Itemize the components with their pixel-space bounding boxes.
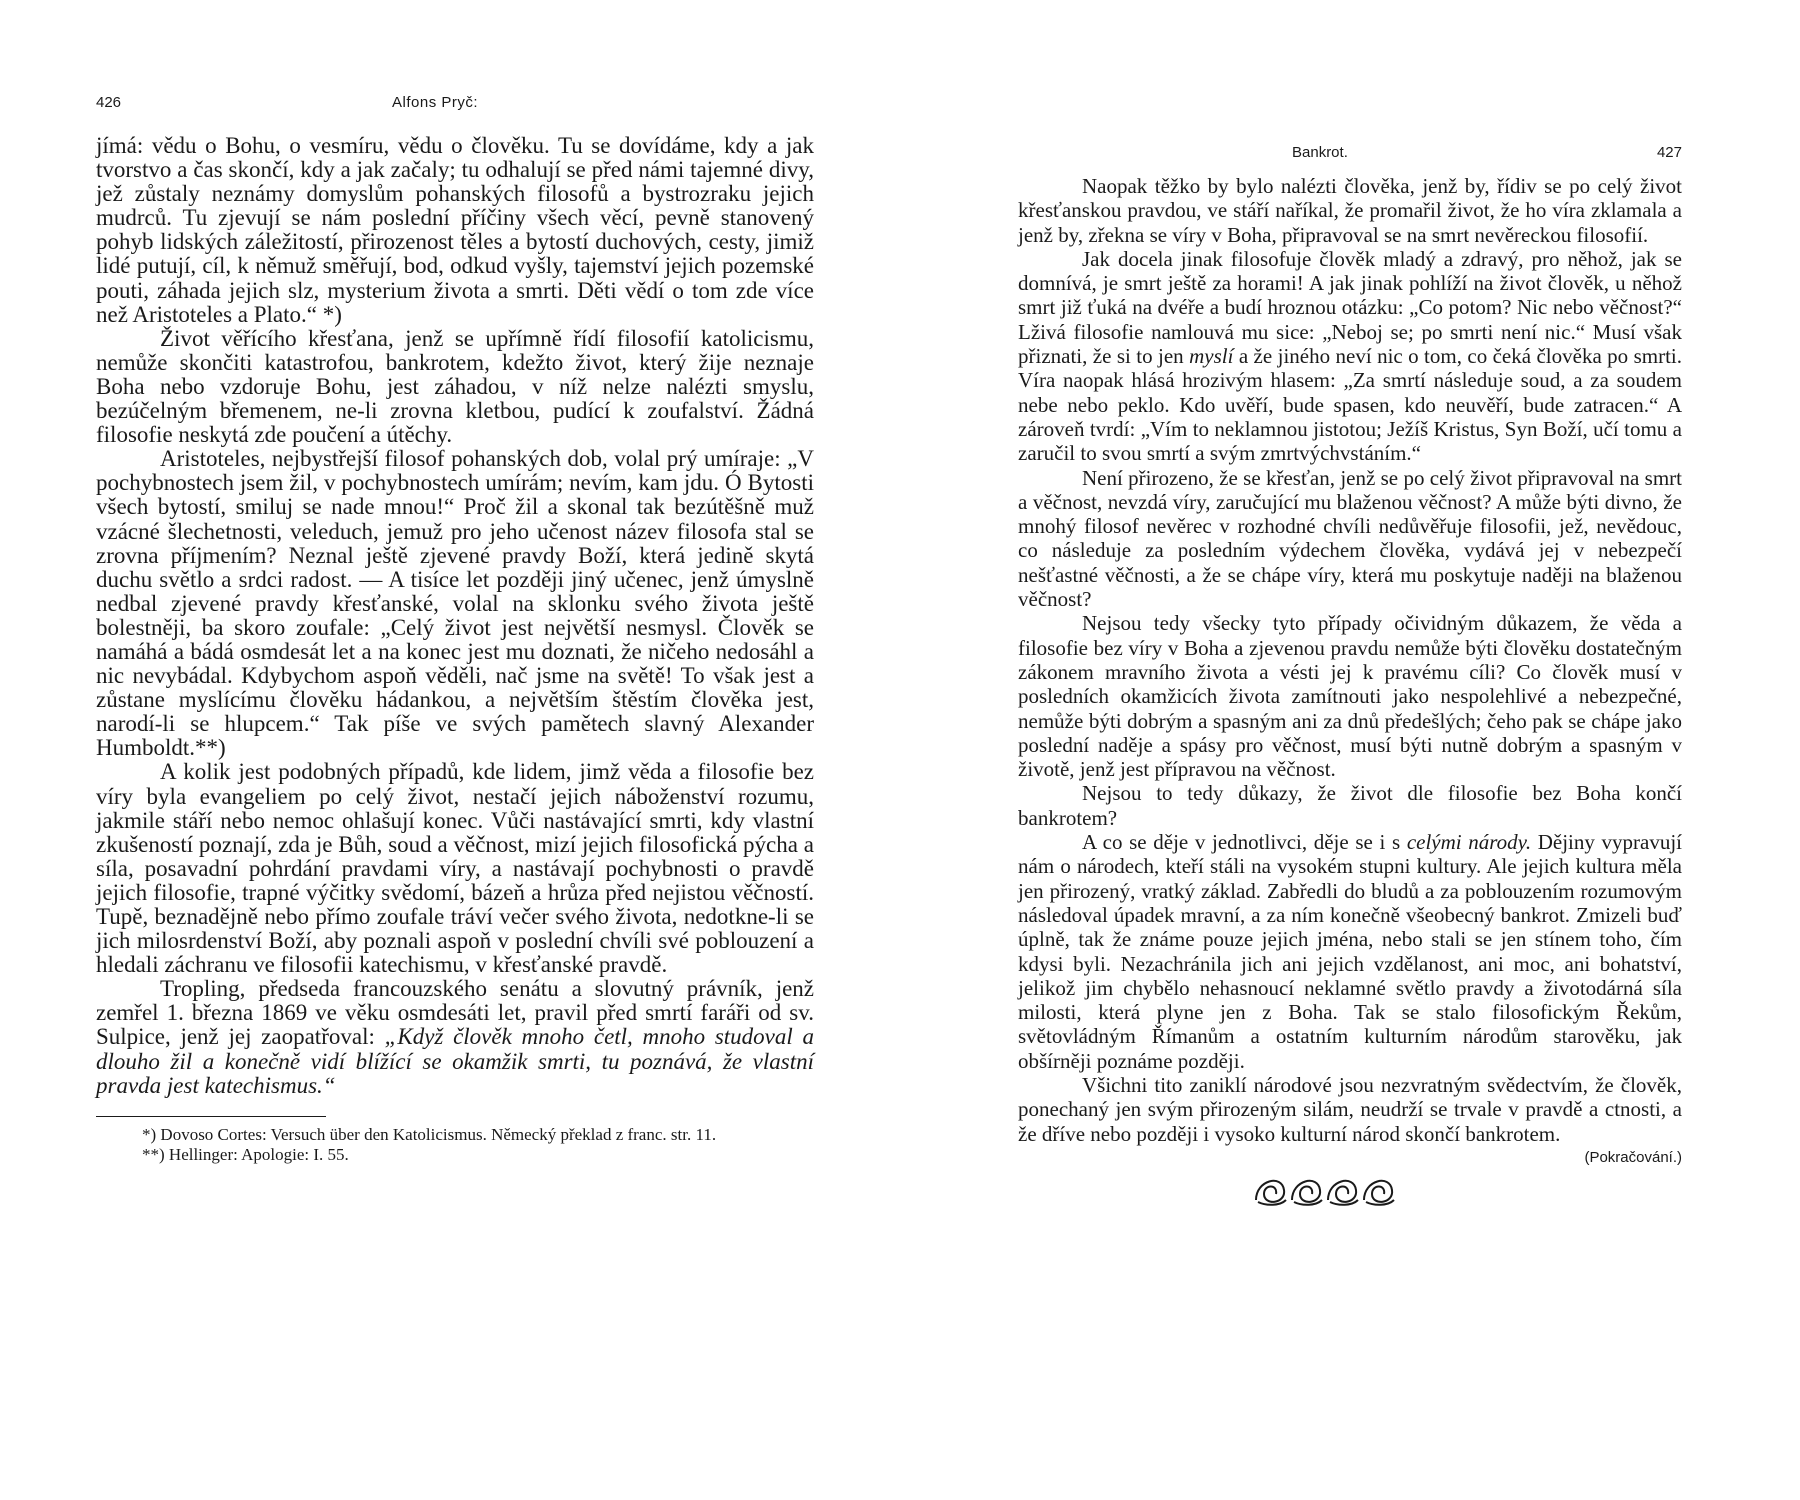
paragraph-text: a že jiného neví nic o tom, co čeká člověka po smrti. Víra naopak hlásá hrozivým hlasem: „Za smrtí následuje soud, a za soudem nebe nebo peklo. Kdo uvěří, bude spasen, kdo neuvěří, bude zatracen.“ A zároveň tvrdí: „Vím to neklamnou jistotou; Ježíš Kristus, Syn Boží, učí tomu a zaručil to svou smrtí a svým zmrtvýchvstáním.“	[1018, 344, 1683, 466]
footnote: **) Hellinger: Apologie: I. 55.	[142, 1144, 349, 1164]
footnote-divider	[96, 1116, 326, 1117]
running-title-chapter: Bankrot.	[1292, 144, 1348, 161]
page-number-left: 426	[96, 94, 122, 111]
left-page	[96, 0, 814, 1165]
italic-quote: „Když člověk mnoho četl, mnoho studoval a dlouho žil a konečně vidí blížící se okamžik smrti, tu poznává, že vlastní pravda jest katechismus.“	[96, 1024, 815, 1098]
right-page-header	[1018, 144, 1682, 174]
italic-word: myslí	[1189, 344, 1234, 369]
paragraph-text: Tropling, předseda francouzského senátu a slovutný právník, jenž zemřel 1. března 1869 ve věku osmdesáti let, pravil před smrtí faráři od sv. Sulpice, jenž jej zaopatřoval:	[96, 976, 814, 1050]
floral-ornament-icon	[1250, 1168, 1400, 1208]
paragraph: Nejsou tedy všecky tyto případy očividným důkazem, že věda a filosofie bez víry v Boha a zjevenou pravdu nemůže býti člověku dostatečným zákonem mravního života a vésti jej k pravému cíli? Co člověk musí v posledních okamžicích života zamítnouti jako nespolehlivé a nebezpečné, nemůže býti dobrým a spasným ani za dnů předešlých; čeho pak se chápe jako poslední naděje a spásy pro věčnost, musí býti nutně dobrým a spasným v životě, jenž jest přípravou na věčnost.	[1018, 611, 1682, 782]
left-page-body	[96, 134, 814, 1098]
page-number-right: 427	[1656, 144, 1682, 161]
paragraph: Aristoteles, nejbystřejší filosof pohanských dob, volal prý umíraje: „V pochybnostech jsem žil, v pochybnostech umírám; nevím, kam jdu. Ó Bytosti všech bytostí, smiluj se nade mnou!“ Proč žil a skonal tak bezútěšně muž vzácné šlechetnosti, veleduch, jemuž pro jeho učenost název filosofa stal se zrovna příjmením? Neznal ještě zjevené pravdy Boží, která jedině skytá duchu světlo a srdci radost. — A tisíce let později jiný učenec, jenž úmyslně nedbal zjevené pravdy křesťanské, volal na sklonku svého života ještě bolestněji, ba skoro zoufale: „Celý život jest největší nesmysl. Člověk se namáhá a bádá osmdesát let a na konec jest mu doznati, že ničeho nedosáhl a nic nevybádal. Kdybychom aspoň věděli, nač jsme na světě! To však jest a zůstane myslícímu člověku hádankou, a největším štěstím člověka jest, narodí-li se hlupcem.“ Tak píše ve svých pamětech slavný Alexander Humboldt.**)	[96, 446, 814, 761]
paragraph: A kolik jest podobných případů, kde lidem, jimž věda a filosofie bez víry byla evangeliem po celý život, nestačí jejich náboženství rozumu, jakmile stáří nebo nemoc ohlašují konec. Vůči nastávající smrti, kdy vlastní zkušeností poznají, zda je Bůh, soud a věčnost, mizí jejich filosofická pýcha a síla, posavadní pohrdání pravdami víry, a nastávají pochybnosti o pravdě jejich filosofie, trapné výčitky svědomí, bázeň a hrůza před nejistou věčností. Tupě, beznadějně nebo přímo zoufale tráví večer svého života, nedotkne-li se jich milosrdenství Boží, aby poznali aspoň v poslední chvíli své poblouzení a hledali záchranu ve filosofii katechismu, v křesťanské pravdě.	[96, 759, 814, 978]
paragraph	[1018, 247, 1682, 466]
paragraph-text: Jak docela jinak filosofuje člověk mladý a zdravý, pro něhož, jak se domnívá, je smrt ještě za horami! A jak jinak pohlíží na život člověk, u něhož smrt již ťuká na dvéře a budí hroznou otázku: „Co potom? Nic nebo věčnost?“ Lživá filosofie namlouvá mu sice: „Neboj se; po smrti není nic.“ Musí však přiznati, že si to jen	[1018, 246, 1682, 369]
paragraph: Život věřícího křesťana, jenž se upřímně řídí filosofií katolicismu, nemůže skončiti katastrofou, bankrotem, kdežto život, který žije neznaje Boha nebo vzdoruje Bohu, jest záhadou, v níž nelze nalézti smyslu, bezúčelným břemenem, ne-li zrovna kletbou, pudící k zoufalství. Žádná filosofie neskytá zde poučení a útěchy.	[96, 325, 814, 448]
paragraph: Naopak těžko by bylo nalézti člověka, jenž by, řídiv se po celý život křesťanskou pravdou, ve stáří naříkal, že promařil život, že ho víra zklamala a jenž by, zřekna se víry v Boha, připravoval se na smrt nevěreckou filosofií.	[1018, 174, 1682, 247]
continued-note: (Pokračování.)	[1584, 1148, 1682, 1166]
paragraph	[1018, 830, 1682, 1073]
running-title-author: Alfons Pryč:	[392, 94, 479, 111]
footnotes	[96, 1125, 814, 1165]
right-page-body	[1018, 174, 1683, 1166]
paragraph	[1018, 1072, 1682, 1166]
paragraph-text: Dějiny vypravují nám o národech, kteří stáli na vysokém stupni kultury. Ale jejich kultura měla jen přirozený, vratký základ. Zabředli do bludů a za poblouzením rozumovým následoval úpadek mravní, a za ním konečně všeobecný bankrot. Zmizeli buď úplně, tak že známe pouze jejich jména, nebo stali se jen stínem toho, čím kdysi byli. Nezachránila jich ani jejich vzdělanost, ani moc, ani bohatství, jelikož jim chybělo nehasnoucí neklamné světlo pravdy a životodárná síla milosti, která plyne jen z Boha. Tak se stalo filosofickým Řekům, světovládným Římanům a ostatním kulturním národům starověku, jak obšírněji poznáme později.	[1018, 830, 1683, 1073]
right-page	[1018, 0, 1682, 1208]
paragraph: Není přirozeno, že se křesťan, jenž se po celý život připravoval na smrt a věčnost, nevzdá víry, zaručující mu blaženou věčnost? A může býti divno, že mnohý filosof nevěrec v rozhodné chvíli nedůvěřuje filosofii, jež, nevědouc, co následuje za posledním výdechem člověka, vydává jej v nebezpečí nešťastné věčnosti, a že se chápe víry, která mu poskytuje naději na blaženou věčnost?	[1018, 465, 1682, 612]
paragraph	[96, 977, 814, 1097]
italic-phrase: celými národy.	[1406, 830, 1532, 855]
paragraph: Nejsou to tedy důkazy, že život dle filosofie bez Boha končí bankrotem?	[1018, 781, 1682, 830]
paragraph: jímá: vědu o Bohu, o vesmíru, vědu o člověku. Tu se dovídáme, kdy a jak tvorstvo a čas skončí, kdy a jak začaly; tu odhalují se před námi tajemné divy, jež zůstaly neznámy domyslům pohanských filosofů a bystrozraku jejich mudrců. Tu zjevují se nám poslední příčiny všech věcí, pevně stanovený pohyb lidských záležitostí, přirozenost těles a bytostí duchových, cesty, jimiž lidé putují, cíl, k němuž směřují, bod, odkud vyšly, tajemství jejich pozemské pouti, záhada jejich slz, mysterium života a smrti. Děti vědí o tom zde více než Aristoteles a Plato.“ *)	[96, 133, 814, 327]
paragraph-text: Všichni tito zaniklí národové jsou nezvratným svědectvím, že člověk, ponechaný jen svým přirozeným silám, neudrží se trvale v pravdě a ctnosti, a že dříve nebo později i vysoko kulturní národ skončí bankrotem.	[1018, 1072, 1682, 1146]
left-page-header	[96, 94, 814, 134]
paragraph-text: A co se děje v jednotlivci, děje se i s	[1082, 830, 1401, 855]
footnote: *) Dovoso Cortes: Versuch über den Katolicismus. Německý překlad z franc. str. 11.	[142, 1124, 717, 1144]
